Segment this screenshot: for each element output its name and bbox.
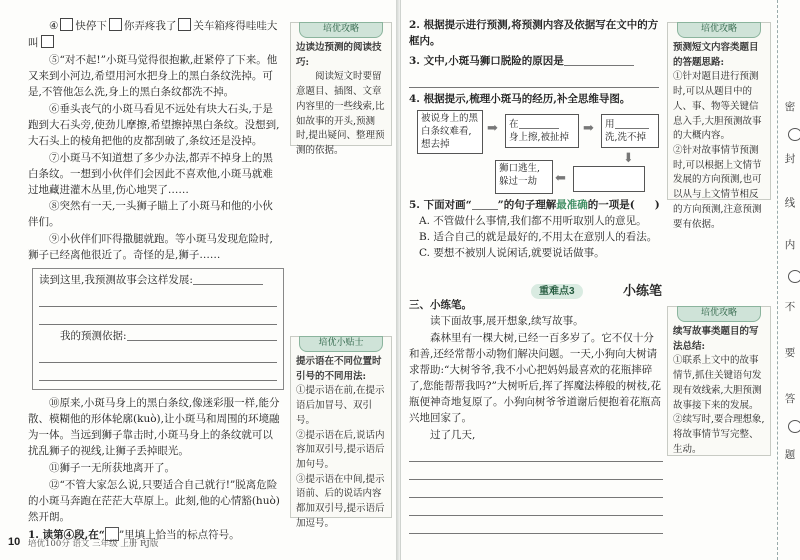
writing-line[interactable] [409, 448, 663, 462]
paragraph-7: ⑦小斑马不知道想了多少办法,都弄不掉身上的黑白条纹。一想到小伙伴们会因此不喜欢他,小斑马就难过地藏进灌木丛里,伤心地哭了…… [28, 151, 273, 196]
paragraph-5: ⑤“对不起!”小斑马觉得很抱歉,赶紧停了下来。他又来到小河边,希望用河水把身上的黑白条纹洗掉。可是,不管他怎么洗,身上的黑白条纹都洗不掉。 [28, 53, 278, 98]
mindmap-node-2: 在 身上擦,被扯掉 [505, 114, 579, 148]
tip-quotation-marks: 培优小贴士 提示语在不同位置时引号的不同用法: ①提示语在前,在提示语后加冒号、双引号。 ②提示语在后,说话内容加双引号,提示语后加句号。 ③提示语在中间,提示语前、后的说话内容都加双引号,提示语后加逗号。 [290, 336, 392, 518]
tip-prediction: 培优攻略 预测短文内容类题目的答题思路: ①针对题目进行预测时,可以从题目中的人、事、物等关键信息入手,大胆预测故事的大概内容。 ②针对故事情节预测时,可以根据上文情节发展的方向预测,也可以从与上文情节相反的方向预测,注意预测要有依据。 [667, 22, 771, 200]
section-header: 重难点3 小练笔 [531, 282, 741, 302]
paragraph-9: ⑨小伙伴们吓得撒腿就跑。等小斑马发现危险时,狮子已经离他很近了。奇怪的是,狮子…… [28, 233, 273, 262]
punct-box[interactable] [60, 18, 73, 31]
arrow-right-icon: ➡ [487, 121, 498, 136]
prediction-line: 读到这里,我预测故事会这样发展: [39, 273, 277, 289]
writing-practice: 三、小练笔。 读下面故事,展开想象,续写故事。 森林里有一棵大树,已经一百多岁了。它不仅十分和善,还经常帮小动物们解决问题。一天,小狗向大树请求帮助:“大树爷爷,我不小心把妈妈最喜欢的花瓶摔碎了,您能帮帮我吗?”大树听后,挥了挥魔法棒般的树枝,花瓶便神奇地复原了。小狗向树爷爷道谢后便抱着花瓶高兴地回家了。 过了几天, [409, 298, 663, 538]
page-number: 10 [8, 536, 21, 548]
question-2: 2. 根据提示进行预测,将预测内容及依据写在文中的方框内。 [409, 19, 659, 47]
paragraph-8: ⑧突然有一天,一头狮子瞄上了小斑马和他的小伙伴们。 [28, 200, 273, 229]
mindmap-node-5: 狮口逃生,躲过一劫 [495, 160, 553, 194]
binding-margin: 密 封 线 内 不 要 答 题 [777, 0, 800, 560]
tip-reading-strategy: 培优攻略 边读边预测的阅读技巧: 阅读短文时要留意题目、插图、文章内容里的一些线索,比如故事的开头,预测时,提出疑问、整理预测的依据。 [290, 22, 392, 146]
writing-line[interactable] [409, 520, 663, 534]
writing-line[interactable] [409, 466, 663, 480]
option-a[interactable]: A. 不管做什么事情,我们都不用听取别人的意见。 [419, 214, 647, 227]
arrow-left-icon: ⬅ [555, 171, 566, 186]
reading-passage [28, 18, 282, 544]
question-4: 4. 根据提示,梳理小斑马的经历,补全思维导图。 [409, 92, 631, 105]
page-footer: 培优100分 语文 三年级 上册 RJ版 [28, 539, 159, 549]
arrow-down-icon: ⬇ [623, 151, 634, 166]
writing-line[interactable] [409, 484, 663, 498]
paragraph-10: ⑩原来,小斑马身上的黑白条纹,像迷彩服一样,能分散、模糊他的形体轮廓(kuò),让小斑马和周围的环境融为一体。当远到狮子靠击时,小斑马身上的条纹就可以扰乱狮子的视线,让狮子丢掉眼光。 [28, 397, 280, 458]
punct-box[interactable] [178, 18, 191, 31]
story-text: 森林里有一棵大树,已经一百多岁了。它不仅十分和善,还经常帮小动物们解决问题。一天,小狗向大树请求帮助:“大树爷爷,我不小心把妈妈最喜欢的花瓶摔碎了,您能帮帮我吗?”大树听后,挥了挥魔法棒般的树枝,花瓶便神奇地复原了。小狗向树爷爷道谢后便抱着花瓶高兴地回家了。 [409, 331, 662, 424]
question-5: 5. 下面对画“ ”的句子理解最准确的一项是( ) A. 不管做什么事情,我们都不用听取别人的意见。 B. 适合自己的就是最好的,不用太在意别人的看法。 C. 要想不被别人说闲话,就要说话做事。 [409, 198, 663, 262]
mindmap-node-1: 被说身上的黑白条纹难看,想去掉 [417, 110, 483, 154]
paragraph-4: ④ 快停下 你弄疼我了 关车箱疼得哇哇大叫 [28, 20, 278, 49]
punct-box[interactable] [41, 35, 54, 48]
tip-continuation: 培优攻略 续写故事类题目的写法总结: ①联系上文中的故事情节,抓住关键语句发现有效线索,大胆预测故事接下来的发展。 ②续写时,要合理想象,将故事情节写完整、生动。 [667, 306, 771, 456]
prediction-basis: 我的预测依据: [39, 329, 277, 345]
questions-column [409, 18, 663, 108]
question-3: 3. 文中,小斑马狮口脱险的原因是 [409, 54, 663, 70]
prediction-box[interactable] [32, 268, 284, 390]
option-c[interactable]: C. 要想不被别人说闲话,就要说话做事。 [419, 246, 605, 259]
writing-line[interactable] [409, 502, 663, 516]
paragraph-6: ⑥垂头丧气的小斑马看见不远处有块大石头,于是跑到大石头旁,使劲儿摩擦,希望擦掉黑白条纹。没想到,大石头上的棱角把他的皮都刮破了,条纹还是没掉。 [28, 102, 280, 147]
question-1: 1. 读第④段,在“ ”里填上恰当的标点符号。 [28, 528, 240, 541]
mind-map [411, 110, 661, 200]
paragraph-11: ⑪狮子一无所获地离开了。 [49, 462, 175, 475]
paragraph-12: ⑫“不管大家怎么说,只要适合自己就行!”脱离危险的小斑马奔跑在茫茫大草原上。此刻,他的心情豁(huò)然开朗。 [28, 478, 280, 523]
mindmap-node-4[interactable] [573, 166, 645, 192]
option-b[interactable]: B. 适合自己的就是最好的,不用太在意别人的看法。 [419, 230, 658, 243]
mindmap-node-3: 用 洗,洗不掉 [601, 114, 659, 148]
right-page [400, 0, 800, 560]
arrow-right-icon: ➡ [583, 121, 594, 136]
punct-box[interactable] [109, 18, 122, 31]
